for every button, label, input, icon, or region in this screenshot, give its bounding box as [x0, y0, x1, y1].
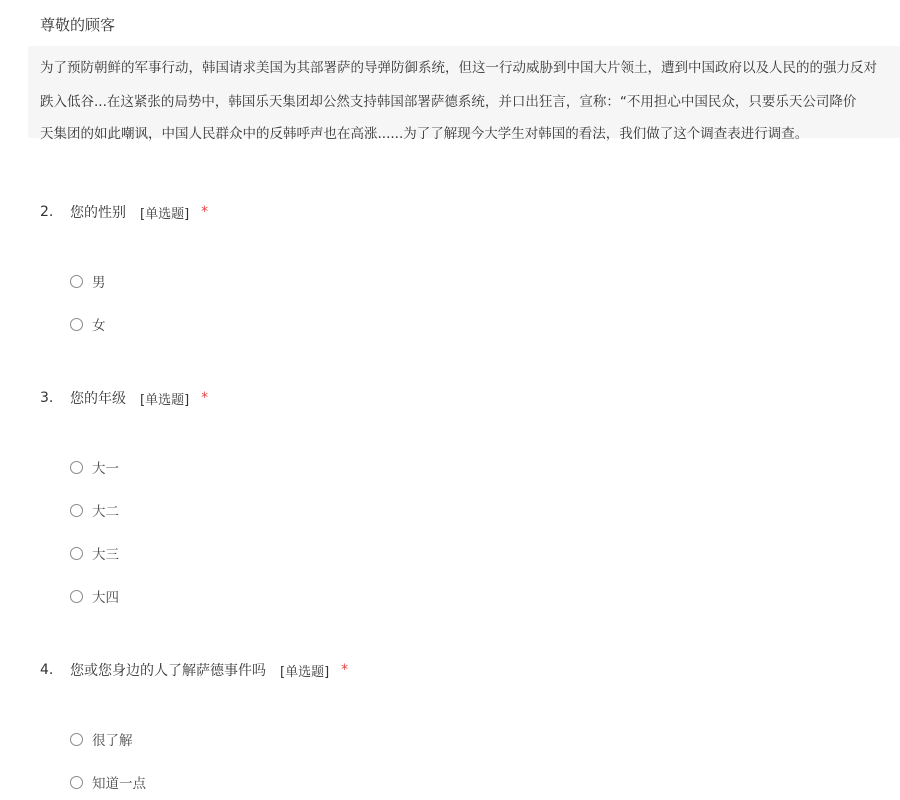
question-number: 4. [40, 662, 54, 678]
radio-button[interactable] [70, 318, 83, 331]
option-label: 男 [92, 275, 106, 291]
option-sophomore[interactable] [70, 501, 119, 519]
option-senior[interactable] [70, 587, 119, 605]
option-label: 大二 [92, 504, 119, 520]
question-title: 您或您身边的人了解萨德事件吗 [70, 663, 266, 679]
option-label: 很了解 [92, 733, 133, 749]
intro-line-2: 跌入低谷...在这紧张的局势中，韩国乐天集团却公然支持韩国部署萨德系统，并口出狂言，宣称：“不用担心中国民众，只要乐天公司降价 [40, 94, 857, 110]
option-label: 大四 [92, 590, 119, 606]
radio-button[interactable] [70, 504, 83, 517]
option-junior[interactable] [70, 544, 119, 562]
intro-greeting: 尊敬的顾客 [40, 16, 116, 34]
option-label: 大一 [92, 461, 119, 477]
intro-line-3: 天集团的如此嘲讽，中国人民群众中的反韩呼声也在高涨......为了了解现今大学生对韩国的看法，我们做了这个调查表进行调查。 [40, 126, 809, 142]
question-type-label: [单选题] [140, 206, 190, 222]
radio-button[interactable] [70, 733, 83, 746]
required-marker: * [201, 390, 209, 406]
question-title: 您的性别 [70, 205, 126, 221]
option-male[interactable] [70, 272, 106, 290]
option-freshman[interactable] [70, 458, 119, 476]
required-marker: * [201, 204, 209, 220]
radio-button[interactable] [70, 547, 83, 560]
intro-line-1: 为了预防朝鲜的军事行动，韩国请求美国为其部署萨的导弹防御系统，但这一行动威胁到中国大片领土，遭到中国政府以及人民的的强力反对 [40, 60, 877, 76]
question-title: 您的年级 [70, 391, 126, 407]
question-type-label: [单选题] [140, 392, 190, 408]
question-number: 3. [40, 390, 54, 406]
question-3-header [40, 388, 208, 408]
option-label: 知道一点 [92, 776, 146, 792]
question-type-label: [单选题] [280, 664, 330, 680]
required-marker: * [341, 662, 349, 678]
question-4-header [40, 660, 348, 680]
option-female[interactable] [70, 315, 106, 333]
radio-button[interactable] [70, 275, 83, 288]
option-label: 女 [92, 318, 106, 334]
radio-button[interactable] [70, 590, 83, 603]
question-number: 2. [40, 204, 54, 220]
radio-button[interactable] [70, 461, 83, 474]
question-2-header [40, 202, 208, 222]
radio-button[interactable] [70, 776, 83, 789]
option-label: 大三 [92, 547, 119, 563]
option-know-well[interactable] [70, 730, 133, 748]
option-know-a-little[interactable] [70, 773, 146, 791]
